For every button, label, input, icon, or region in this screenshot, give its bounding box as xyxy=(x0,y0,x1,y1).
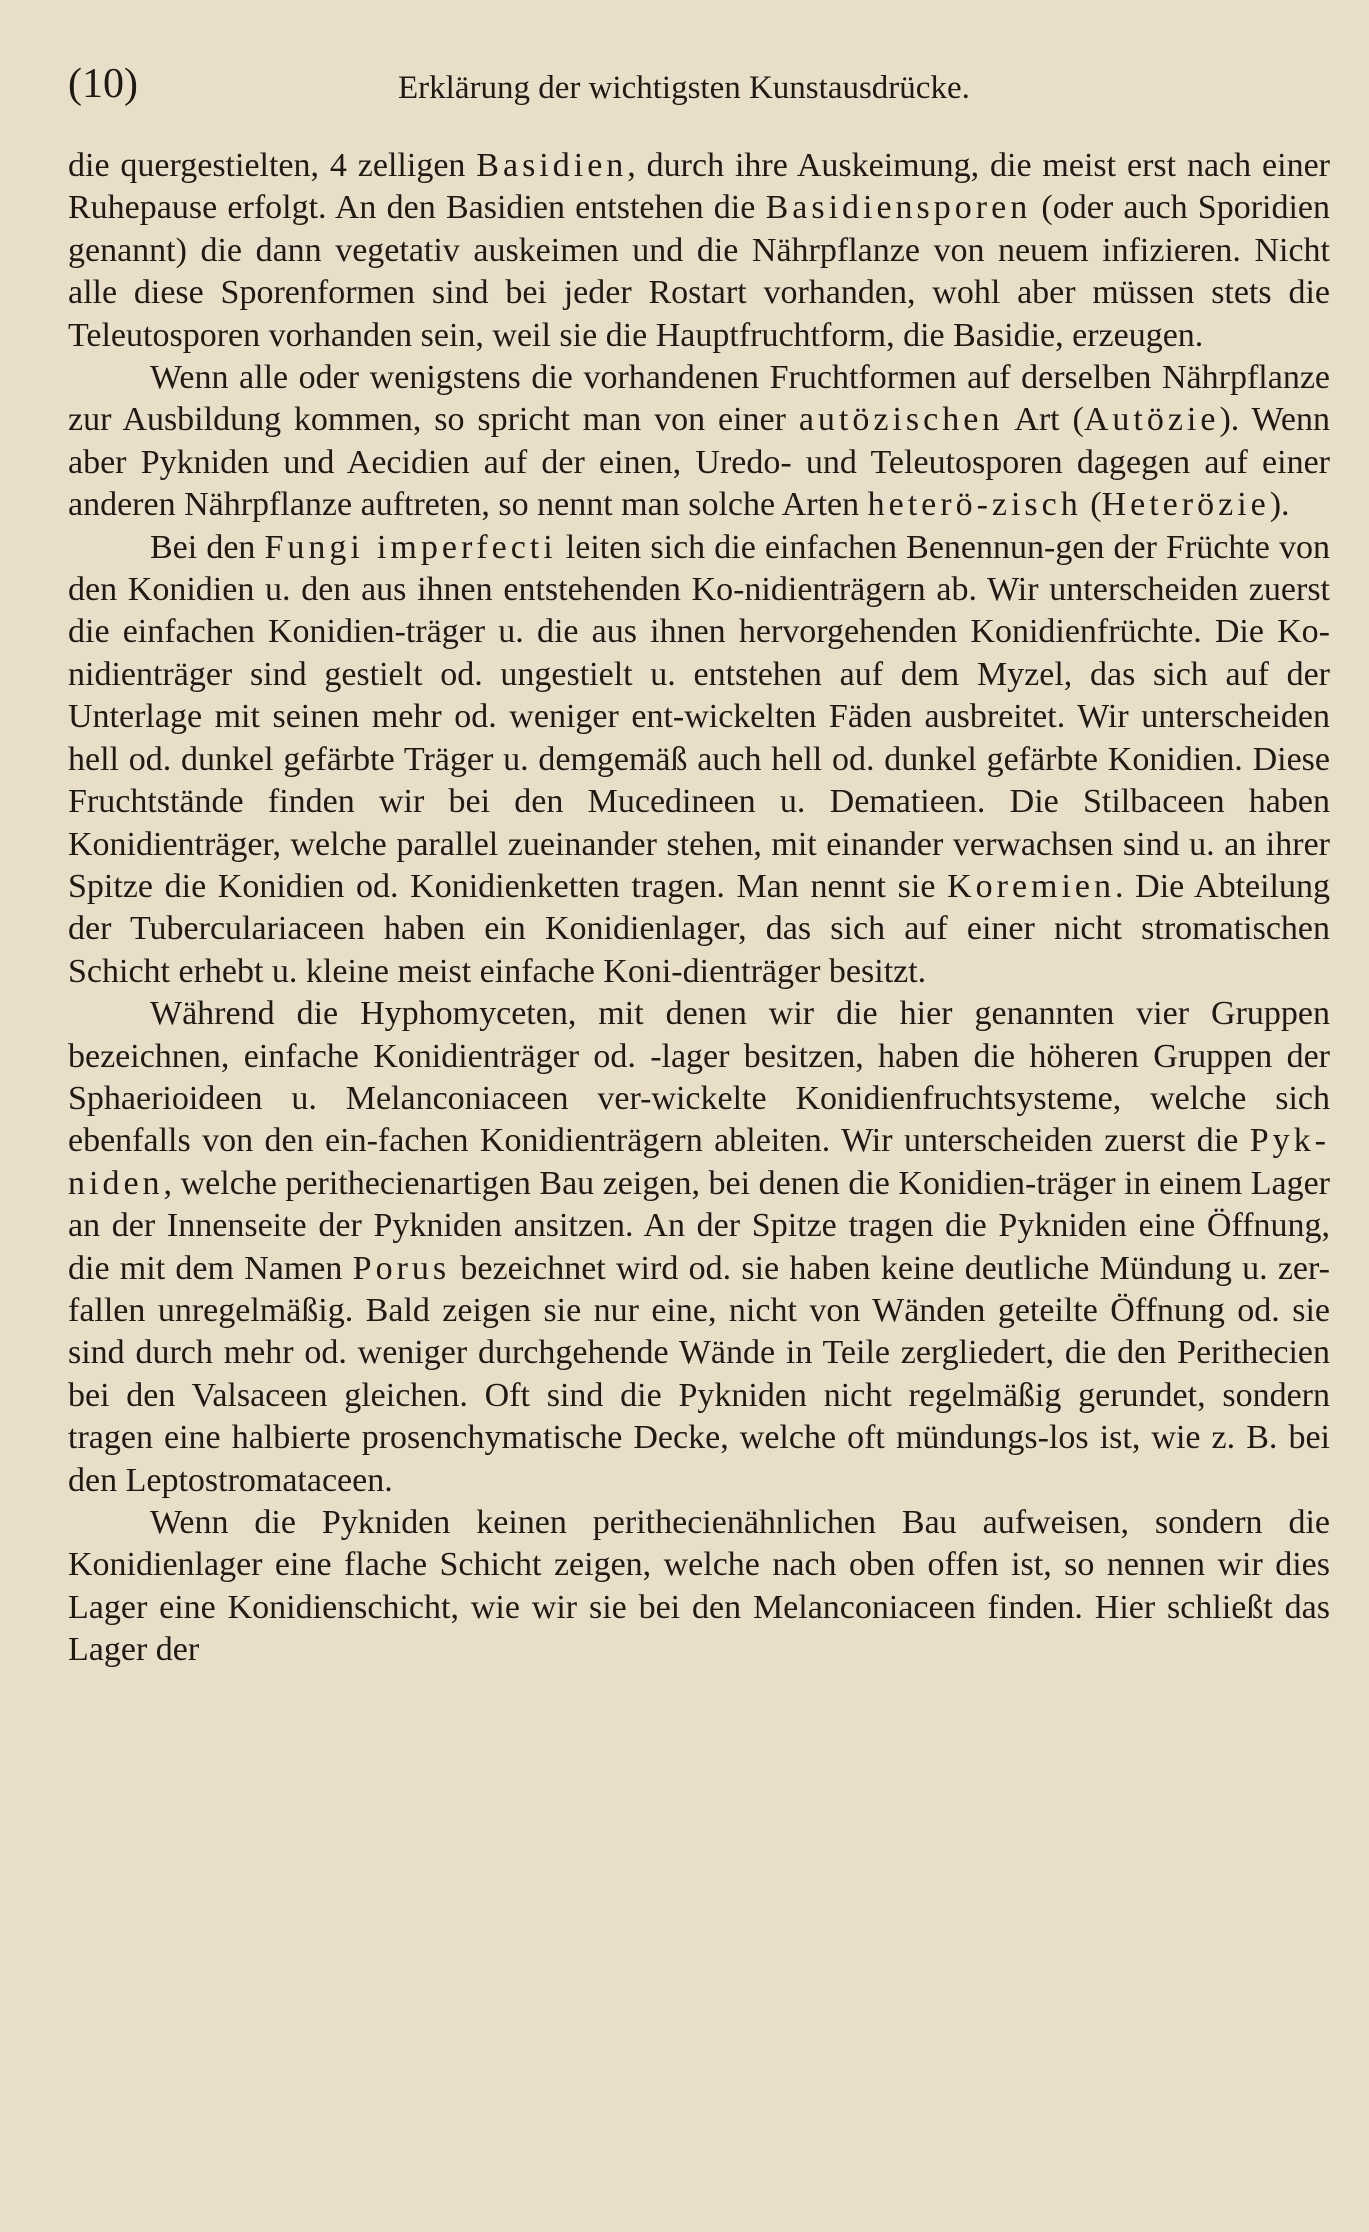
text-run: Art ( xyxy=(1003,401,1084,439)
spaced-term: Basidiensporen xyxy=(765,189,1032,227)
text-run: leiten sich die einfachen Benennun-gen der Früchte von den Konidien u. den aus ihnen entstehenden Ko-nidienträgern ab. Wir unterscheiden zuerst die einfachen Konidien-träger u. die aus ihnen hervorgehenden Konidienfrüchte. Die Ko-nidienträger sind gestielt od. ungestielt u. entstehen auf dem Myzel, das sich auf der Unterlage mit seinen mehr od. weniger ent-wickelten Fäden ausbreitet. Wir unterscheiden hell od. dunkel gefärbte Träger u. demgemäß auch hell od. dunkel gefärbte Konidien. Diese Fruchtstände finden wir bei den Mucedineen u. Dematieen. Die Stilbaceen haben Konidienträger, welche parallel zueinander stehen, mit einander verwachsen sind u. an ihrer Spitze die Konidien od. Konidienketten tragen. Man nennt sie xyxy=(68,528,1330,905)
text-run: , durch ihre Auskeimung, die meist erst nach einer Ruhepause erfolgt. An den Basidien entstehen die xyxy=(68,147,1330,227)
text-run: Wenn alle oder wenigstens die vorhandenen Fruchtformen auf derselben Nährpflanze zur Ausbildung kommen, so spricht man von einer xyxy=(68,359,1330,439)
spaced-term: Heterözie xyxy=(1101,486,1270,524)
page-header xyxy=(68,58,1328,118)
paragraph xyxy=(68,1502,1330,1672)
text-run: (oder auch Sporidien genannt) die dann vegetativ auskeimen und die Nährpflanze von neuem infizieren. Nicht alle diese Sporenformen sind bei jeder Rostart vorhanden, wohl aber müssen stets die Teleutosporen vorhanden sein, weil sie die Hauptfruchtform, die Basidie, erzeugen. xyxy=(68,189,1331,354)
text-run: die quergestielten, 4 zelligen xyxy=(68,147,477,184)
spaced-term: Fungi imperfecti xyxy=(264,528,557,566)
spaced-term: Koremien xyxy=(947,867,1116,905)
paragraph xyxy=(68,357,1330,527)
text-run: Wenn die Pykniden keinen perithecienähnlichen Bau aufweisen, sondern die Konidienlager eine flache Schicht zeigen, welche nach oben offen ist, so nennen wir dies Lager eine Konidienschicht, wie wir sie bei den Melanconiaceen finden. Hier schließt das Lager der xyxy=(68,1504,1330,1669)
paragraph xyxy=(68,145,1330,357)
running-title: Erklärung der wichtigsten Kunstausdrücke. xyxy=(398,70,970,106)
spaced-term: Pyk-niden xyxy=(68,1122,1330,1202)
paragraph xyxy=(68,993,1330,1502)
text-run: ). xyxy=(1269,486,1290,524)
text-run: Bei den xyxy=(150,528,265,566)
spaced-term: Basidien xyxy=(476,147,628,184)
spaced-term: Autözie xyxy=(1083,401,1220,439)
text-run: Während die Hyphomyceten, mit denen wir die hier genannten vier Gruppen bezeichnen, einfache Konidienträger od. -lager besitzen, haben die höheren Gruppen der Sphaerioideen u. Melanconiaceen ver-wickelte Konidienfruchtsysteme, welche sich ebenfalls von den ein-fachen Konidienträgern ableiten. Wir unterscheiden zuerst die xyxy=(68,995,1330,1160)
spaced-term: Porus xyxy=(352,1249,451,1287)
spaced-term: heterö-zisch xyxy=(867,486,1082,524)
text-run: bezeichnet wird od. sie haben keine deutliche Mündung u. zer-fallen unregelmäßig. Bald zeigen sie nur eine, nicht von Wänden geteilte Öffnung od. sie sind durch mehr od. weniger durchgehende Wände in Teile zergliedert, die den Perithecien bei den Valsaceen gleichen. Oft sind die Pykniden nicht regelmäßig gerundet, sondern tragen eine halbierte prosenchymatische Decke, welche oft mündungs-los ist, wie z. B. bei den Leptostromataceen. xyxy=(68,1249,1330,1499)
body-text xyxy=(68,145,1330,1672)
spaced-term: autözischen xyxy=(798,401,1004,439)
page-number: (10) xyxy=(68,61,138,107)
text-run: . Die Abteilung der Tuberculariaceen haben ein Konidienlager, das sich auf einer nicht stromatischen Schicht erhebt u. kleine meist einfache Koni-dienträger besitzt. xyxy=(68,867,1331,990)
text-run: ( xyxy=(1081,486,1102,524)
text-run: ). Wenn aber Pykniden und Aecidien auf der einen, Uredo- und Teleutosporen dagegen auf einer anderen Nährpflanze auftreten, so nennt man solche Arten xyxy=(68,401,1330,524)
text-run: , welche perithecienartigen Bau zeigen, bei denen die Konidien-träger in einem Lager an der Innenseite der Pykniden ansitzen. An der Spitze tragen die Pykniden eine Öffnung, die mit dem Namen xyxy=(68,1164,1330,1287)
paragraph xyxy=(68,527,1330,993)
